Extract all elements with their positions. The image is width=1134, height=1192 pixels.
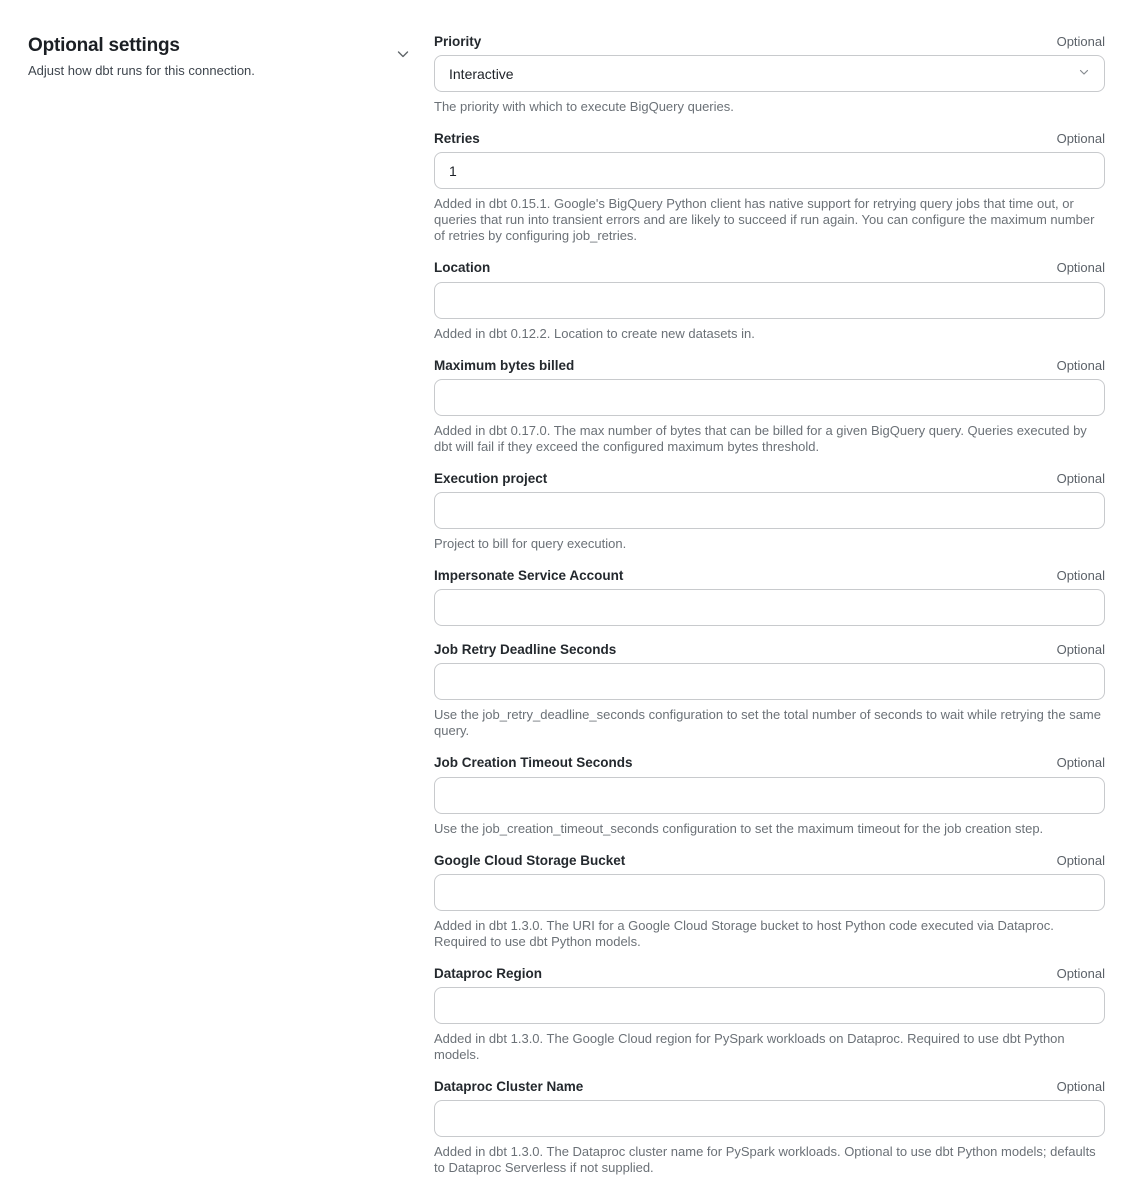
section-title: Optional settings [28,35,180,56]
field-label: Maximum bytes billed [434,357,575,373]
form-field [434,853,1105,950]
section-description [28,34,388,79]
field-header [434,755,1105,771]
field-label: Job Retry Deadline Seconds [434,642,617,658]
form-field [434,358,1105,455]
optional-badge: Optional [1056,567,1105,583]
field-label: Location [434,260,491,276]
input-google-cloud-storage-bucket[interactable] [434,874,1105,911]
field-help-text: Added in dbt 1.3.0. The Dataproc cluster name for PySpark workloads. Optional to use dbt Python models; defaults to Dataproc Serverless if not supplied. [434,1144,1096,1176]
input-execution-project[interactable] [434,492,1105,529]
form-field [434,966,1105,1063]
field-label: Dataproc Cluster Name [434,1078,584,1094]
form-fields [434,34,1105,1192]
optional-badge: Optional [1056,755,1105,771]
field-header [434,358,1105,374]
input-dataproc-cluster-name[interactable] [434,1100,1105,1137]
field-header [434,1079,1105,1095]
form-field [434,34,1105,115]
optional-badge: Optional [1056,131,1105,147]
field-header [434,131,1105,147]
input-retries[interactable] [434,152,1105,189]
field-help-text: Added in dbt 1.3.0. The URI for a Google Cloud Storage bucket to host Python code executed via Dataproc. Required to use dbt Python models. [434,917,1054,949]
select-priority[interactable] [434,55,1105,92]
optional-badge: Optional [1056,1078,1105,1094]
field-help-text: Use the job_retry_deadline_seconds configuration to set the total number of seconds to wait while retrying the same query. [434,707,1101,739]
field-label: Execution project [434,470,548,486]
field-label: Priority [434,34,482,49]
field-help-text: Added in dbt 1.3.0. The Google Cloud region for PySpark workloads on Dataproc. Required to use dbt Python models. [434,1030,1065,1062]
optional-badge: Optional [1056,470,1105,486]
field-header [434,34,1105,50]
field-help-text: Added in dbt 0.12.2. Location to create new datasets in. [434,325,755,341]
section-subtitle: Adjust how dbt runs for this connection. [28,62,255,78]
form-field [434,568,1105,626]
form-field [434,1079,1105,1176]
field-header [434,471,1105,487]
field-label: Job Creation Timeout Seconds [434,755,633,771]
input-job-creation-timeout-seconds[interactable] [434,777,1105,814]
field-help-text: Use the job_creation_timeout_seconds configuration to set the maximum timeout for the job creation step. [434,820,1044,836]
field-label: Dataproc Region [434,965,543,981]
field-header [434,966,1105,982]
chevron-down-icon [396,47,410,64]
field-help-text: Added in dbt 0.15.1. Google's BigQuery Python client has native support for retrying query jobs that time out, or queries that run into transient errors and are likely to succeed if run again. You can configure the maximum number of retries by configuring job_retries. [434,196,1095,244]
input-location[interactable] [434,282,1105,319]
field-label: Google Cloud Storage Bucket [434,852,626,868]
field-help-text: Project to bill for query execution. [434,535,627,551]
section-collapse-button[interactable] [392,44,414,66]
field-help-text: The priority with which to execute BigQuery queries. [434,99,734,115]
field-header [434,568,1105,584]
input-impersonate-service-account[interactable] [434,589,1105,626]
optional-badge: Optional [1056,965,1105,981]
field-header [434,853,1105,869]
form-field [434,642,1105,739]
optional-badge: Optional [1056,34,1105,49]
field-header [434,260,1105,276]
form-field [434,755,1105,836]
select-value: Interactive [449,65,514,82]
form-field [434,260,1105,341]
form-field [434,131,1105,244]
input-job-retry-deadline-seconds[interactable] [434,663,1105,700]
chevron-down-icon [1078,65,1090,83]
input-dataproc-region[interactable] [434,987,1105,1024]
optional-badge: Optional [1056,642,1105,658]
field-header [434,642,1105,658]
field-label: Retries [434,131,480,147]
input-maximum-bytes-billed[interactable] [434,379,1105,416]
field-help-text: Added in dbt 0.17.0. The max number of bytes that can be billed for a given BigQuery query. Queries executed by dbt will fail if they exceed the configured maximum bytes threshold. [434,422,1087,454]
optional-badge: Optional [1056,852,1105,868]
optional-badge: Optional [1056,357,1105,373]
form-field [434,471,1105,552]
field-label: Impersonate Service Account [434,567,624,583]
optional-badge: Optional [1056,260,1105,276]
